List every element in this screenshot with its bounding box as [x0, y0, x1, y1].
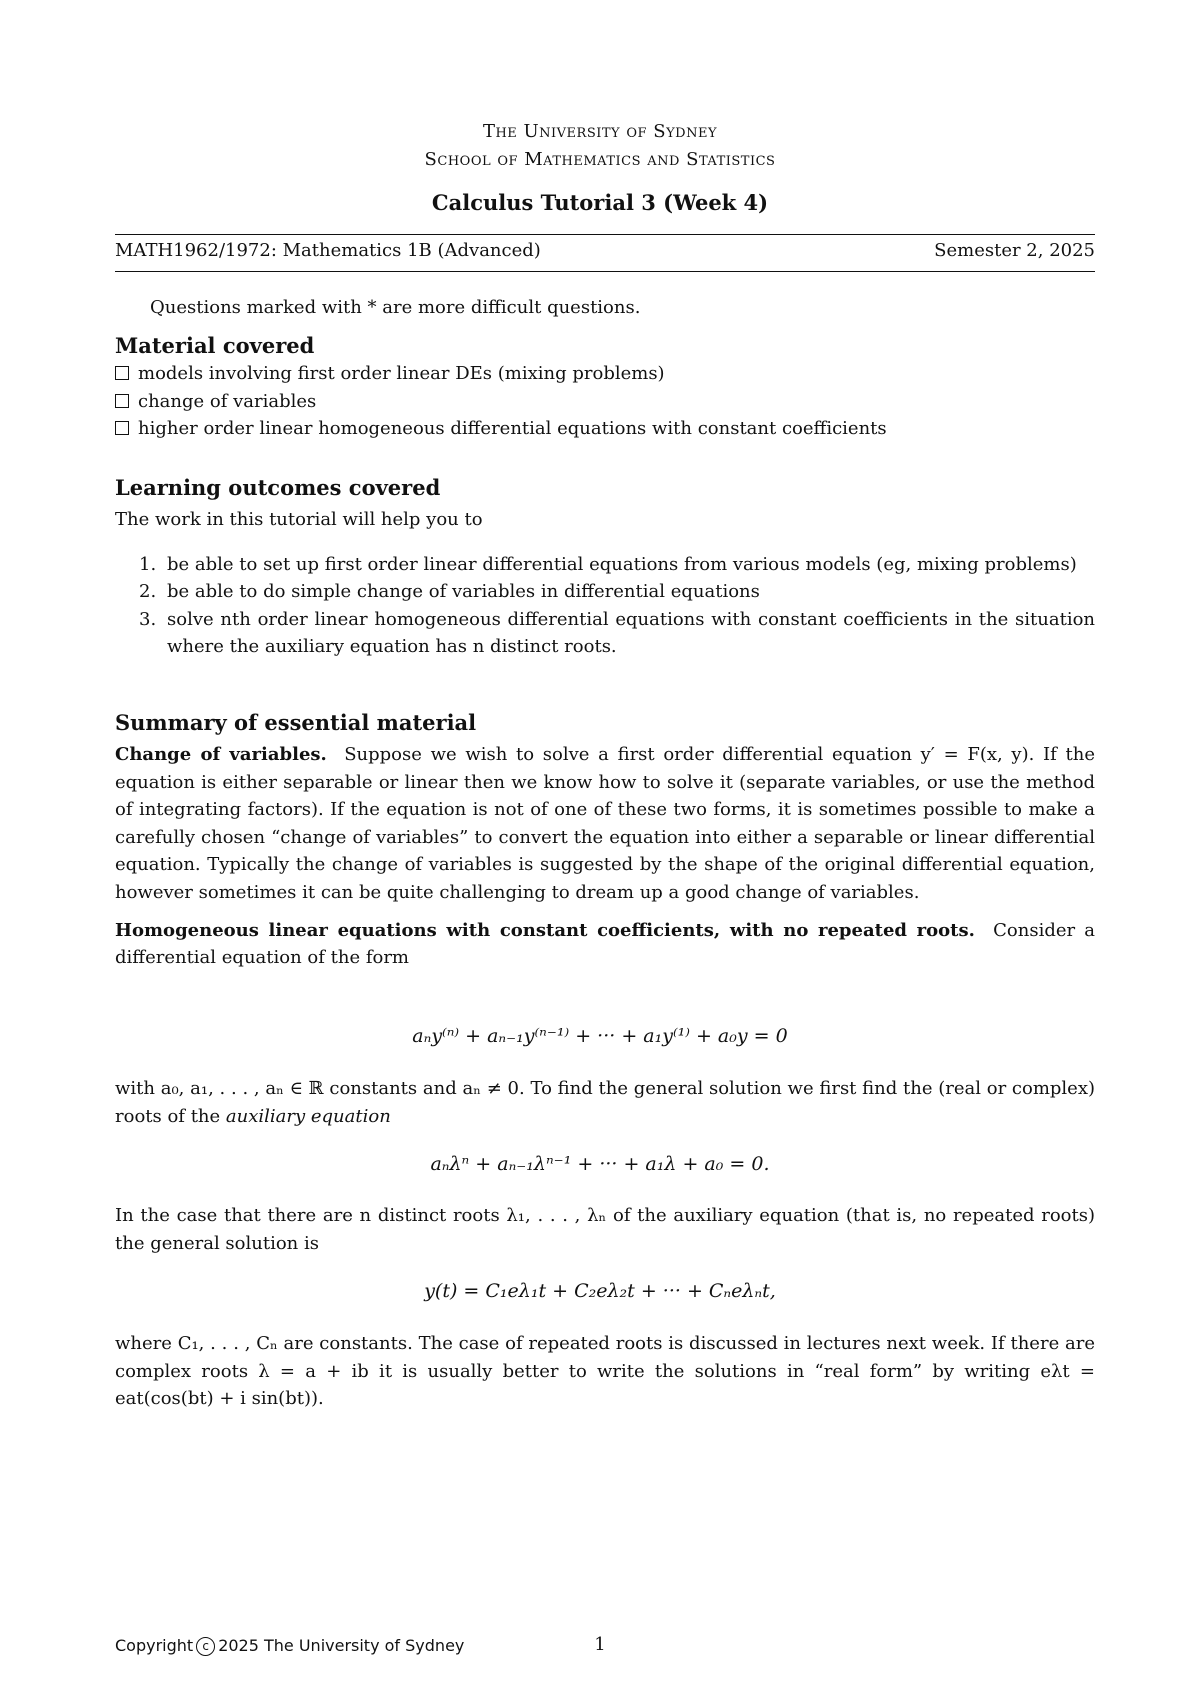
intro-note: Questions marked with * are more difficult questions. — [150, 297, 641, 318]
list-item: 1. be able to set up first order linear differential equations from various models (eg, mixing problems) — [139, 553, 1077, 575]
list-item: 3. solve nth order linear homogeneous differential equations with constant coefficients in the situation where the auxiliary equation has n distinct roots. — [139, 608, 1095, 658]
material-section — [115, 332, 1095, 443]
change-of-variables-head: Change of variables. — [115, 744, 327, 765]
summary-section — [115, 709, 1095, 972]
material-item: higher order linear homogeneous differential equations with constant coefficients — [115, 415, 1095, 443]
equation-general-solution: y(t) = C₁eλ₁t + C₂eλ₂t + ··· + Cₙeλₙt, — [424, 1280, 776, 1302]
list-item: 2. be able to do simple change of variables in differential equations — [139, 581, 760, 603]
checkbox-icon — [115, 394, 129, 408]
course-code: MATH1962/1972: Mathematics 1B (Advanced) — [115, 240, 541, 261]
change-of-variables-paragraph: Change of variables. Suppose we wish to solve a first order differential equation y′ = F(x, y). If the equation is either separable or linear then we know how to solve it (separate variables, or use the method of integrating factors). If the equation is not of one of these two forms, it is sometimes possible to make a carefully chosen “change of variables” to convert the equation into either a separable or linear differential equation. Typically the change of variables is suggested by the shape of the original differential equation, however sometimes it can be quite challenging to dream up a good change of variables. — [115, 744, 1095, 903]
outcomes-heading: Learning outcomes covered — [115, 475, 441, 500]
summary-heading: Summary of essential material — [115, 710, 477, 735]
equation-de: aₙy⁽ⁿ⁾ + aₙ₋₁y⁽ⁿ⁻¹⁾ + ··· + a₁y⁽¹⁾ + a₀y = 0 — [412, 1025, 788, 1047]
bottom-rule — [115, 271, 1095, 272]
homogeneous-head: Homogeneous linear equations with constant coefficients, with no repeated roots. — [115, 919, 975, 941]
copyright-icon: c — [196, 1637, 215, 1656]
homogeneous-paragraph: Homogeneous linear equations with constant coefficients, with no repeated roots. Consider a differential equation of the form — [115, 919, 1095, 969]
checkbox-icon — [115, 421, 129, 435]
course-line — [115, 240, 1095, 261]
roots-paragraph: In the case that there are n distinct roots λ₁, . . . , λₙ of the auxiliary equation (that is, no repeated roots) the general solution is — [115, 1205, 1095, 1254]
material-heading: Material covered — [115, 333, 315, 358]
equation-auxiliary: aₙλⁿ + aₙ₋₁λⁿ⁻¹ + ··· + a₁λ + a₀ = 0. — [430, 1153, 770, 1175]
material-item: models involving first order linear DEs (mixing problems) — [115, 360, 1095, 388]
university-name: The University of Sydney — [482, 121, 718, 142]
constants-paragraph: where C₁, . . . , Cₙ are constants. The case of repeated roots is discussed in lectures next week. If there are complex roots λ = a + ib it is usually better to write the solutions in “real form” by writing eλt = eat(cos(bt) + i sin(bt)). — [115, 1333, 1095, 1410]
outcomes-lead: The work in this tutorial will help you to — [115, 509, 483, 530]
page-number: 1 — [594, 1634, 606, 1655]
material-item: change of variables — [115, 388, 1095, 416]
after-equation-paragraph: with a₀, a₁, . . . , aₙ ∈ ℝ constants and aₙ ≠ 0. To find the general solution we first find the (real or complex) roots of the auxiliary equation — [115, 1078, 1095, 1127]
semester-label: Semester 2, 2025 — [934, 240, 1095, 261]
outcomes-section — [115, 474, 1095, 661]
outcomes-list — [115, 551, 1095, 661]
document-title: Calculus Tutorial 3 (Week 4) — [431, 190, 769, 215]
school-name: School of Mathematics and Statistics — [424, 149, 776, 170]
top-rule — [115, 234, 1095, 235]
checkbox-icon — [115, 366, 129, 380]
institution-header — [0, 118, 1200, 174]
copyright: Copyright c 2025 The University of Sydney — [115, 1636, 465, 1655]
